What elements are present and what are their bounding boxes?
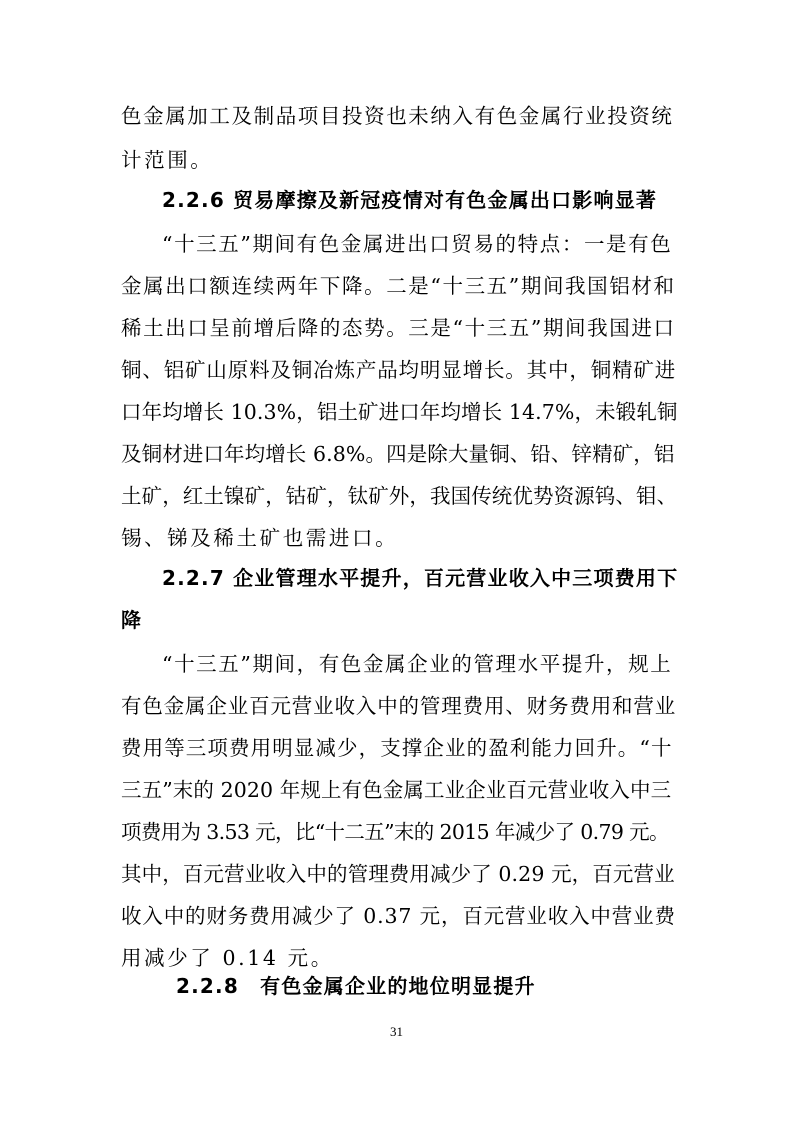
paragraph-line: 土矿，红土镍矿，钴矿，钛矿外，我国传统优势资源钨、钼、: [121, 484, 678, 508]
paragraph-line: 三五”末的 2020 年规上有色金属工业企业百元营业收入中三: [121, 778, 672, 802]
paragraph-line: 金属出口额连续两年下降。二是“十三五”期间我国铝材和: [121, 274, 676, 298]
section-heading-2-2-6: 2.2.6 贸易摩擦及新冠疫情对有色金属出口影响显著: [162, 188, 658, 212]
paragraph-line: 用减少了 0.14 元。: [121, 946, 334, 970]
paragraph-line: 铜、铝矿山原料及铜冶炼产品均明显增长。其中，铜精矿进: [121, 358, 677, 382]
section-heading-2-2-7-continued: 降: [121, 608, 143, 632]
page-number: 31: [390, 1024, 403, 1039]
paragraph-line: 及铜材进口年均增长 6.8%。四是除大量铜、铅、锌精矿，铝: [121, 442, 675, 466]
paragraph-line: 口年均增长 10.3%，铝土矿进口年均增长 14.7%，未锻轧铜: [121, 400, 678, 424]
paragraph-line: “十三五”期间，有色金属企业的管理水平提升，规上: [162, 652, 673, 676]
paragraph-line: 色金属加工及制品项目投资也未纳入有色金属行业投资统: [121, 104, 674, 128]
paragraph-line: “十三五”期间有色金属进出口贸易的特点：一是有色: [162, 232, 673, 256]
section-heading-2-2-8: 2.2.8 有色金属企业的地位明显提升: [176, 974, 536, 998]
paragraph-line: 有色金属企业百元营业收入中的管理费用、财务费用和营业: [121, 694, 677, 718]
paragraph-line: 项费用为 3.53 元，比“十二五”末的 2015 年减少了 0.79 元。: [121, 820, 669, 844]
paragraph-line: 其中，百元营业收入中的管理费用减少了 0.29 元，百元营业: [121, 862, 675, 886]
paragraph-line: 收入中的财务费用减少了 0.37 元，百元营业收入中营业费: [121, 904, 676, 928]
paragraph-line: 锡、锑及稀土矿也需进口。: [121, 526, 399, 550]
section-heading-2-2-7: 2.2.7 企业管理水平提升，百元营业收入中三项费用下: [162, 566, 679, 590]
paragraph-line: 稀土出口呈前增后降的态势。三是“十三五”期间我国进口: [121, 316, 676, 340]
paragraph-line: 费用等三项费用明显减少，支撑企业的盈利能力回升。“十: [121, 736, 673, 760]
paragraph-line: 计范围。: [121, 148, 214, 172]
